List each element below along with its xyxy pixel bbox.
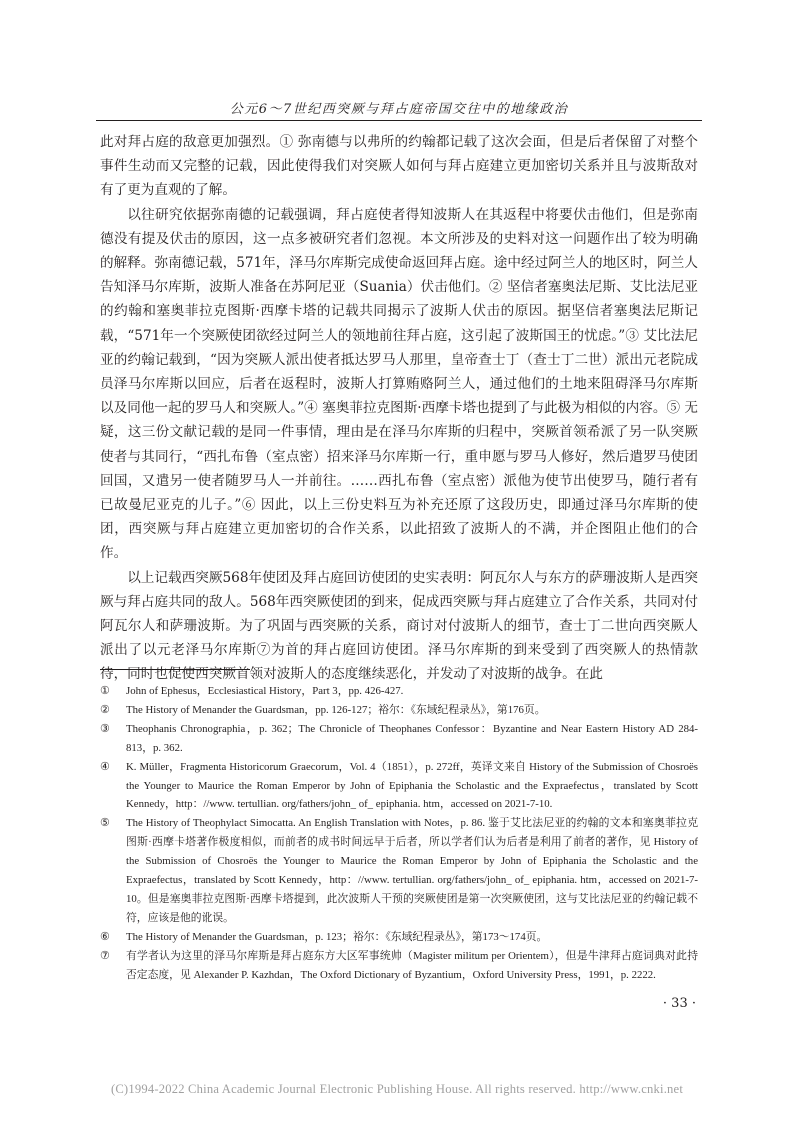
footnote-marker: ⑦	[100, 949, 110, 962]
footnote-text: K. Müller，Fragmenta Historicorum Graecorum，Vol. 4（1851），p. 272ff，英译文来自 History of the Submission of Chosroës the Younger to Maurice the Roman Emperor by John of Epiphania the Scholastic and the Expraefectus，translated by Scott Kennedy，http：//www. tertullian. org/fathers/john_ of_ epiphania. htm，accessed on 2021-7-10.	[126, 760, 698, 811]
footnote-text: The History of Menander the Guardsman，pp. 126-127；裕尔：《东域纪程录丛》，第176页。	[126, 703, 546, 716]
footnotes	[100, 682, 698, 985]
paragraph: 此对拜占庭的敌意更加强烈。① 弥南德与以弗所的约翰都记载了这次会面，但是后者保留了对整个事件生动而又完整的记载，因此使得我们对突厥人如何与拜占庭建立更加密切关系并且与波斯敌对有了更为直观的了解。	[100, 134, 698, 199]
footnote-text: 有学者认为这里的泽马尔库斯是拜占庭东方大区军事统帅（Magister militum per Orientem），但是牛津拜占庭词典对此持否定态度，见 Alexander P. Kazhdan，The Oxford Dictionary of Byzantium，Oxford University Press，1991，p. 2222.	[126, 949, 698, 981]
footnote-text: Theophanis Chronographia，p. 362；The Chronicle of Theophanes Confessor：Byzantine and Near Eastern History AD 284-813，p. 362.	[126, 722, 698, 754]
footnote	[100, 701, 698, 720]
copyright-line: (C)1994-2022 China Academic Journal Electronic Publishing House. All rights reserved. http://www.cnki.net	[110, 1082, 684, 1096]
footnote-text: John of Ephesus，Ecclesiastical History，Part 3，pp. 426-427.	[126, 685, 404, 697]
running-header: 公元6～7世纪西突厥与拜占庭帝国交往中的地缘政治	[229, 102, 569, 117]
paragraph: 以上记载西突厥568年使团及拜占庭回访使团的史实表明：阿瓦尔人与东方的萨珊波斯人是西突厥与拜占庭共同的敌人。568年西突厥使团的到来，促成西突厥与拜占庭建立了合作关系，共同对付阿瓦尔人和萨珊波斯。为了巩固与西突厥的关系，商讨对付波斯人的细节，查士丁二世向西突厥人派出了以元老泽马尔库斯⑦为首的拜占庭回访使团。泽马尔库斯的到来受到了西突厥人的热情款待，同时也促使西突厥首领对波斯人的态度继续恶化，并发动了对波斯的战争。在此	[100, 569, 698, 683]
footnote-marker: ②	[100, 703, 110, 716]
footnote	[100, 758, 698, 815]
header-rule	[96, 120, 702, 121]
footnote-marker: ④	[100, 760, 110, 773]
footnote	[100, 720, 698, 758]
paragraph: 以往研究依据弥南德的记载强调，拜占庭使者得知波斯人在其返程中将要伏击他们，但是弥南德没有提及伏击的原因，这一点多被研究者们忽视。本文所涉及的史料对这一问题作出了较为明确的解释。弥南德记载，571年，泽马尔库斯完成使命返回拜占庭。途中经过阿兰人的地区时，阿兰人告知泽马尔库斯，波斯人准备在苏阿尼亚（Suania）伏击他们。② 坚信者塞奥法尼斯、艾比法尼亚的约翰和塞奥菲拉克图斯·西摩卡塔的记载共同揭示了波斯人伏击的原因。据坚信者塞奥法尼斯记载，“571年一个突厥使团欲经过阿兰人的领地前往拜占庭，这引起了波斯国王的忧虑。”③ 艾比法尼亚的约翰记载到，“因为突厥人派出使者抵达罗马人那里，皇帝查士丁（查士丁二世）派出元老院成员泽马尔库斯以回应，后者在返程时，波斯人打算贿赂阿兰人，通过他们的土地来阻碍泽马尔库斯以及同他一起的罗马人和突厥人。”④ 塞奥菲拉克图斯·西摩卡塔也提到了与此极为相似的内容。⑤ 无疑，这三份文献记载的是同一件事情，理由是在泽马尔库斯的归程中，突厥首领希派了另一队突厥使者与其同行，“西扎布鲁（室点密）招来泽马尔库斯一行，重申愿与罗马人修好，然后遣罗马使团回国，又遣另一使者随罗马人一并前往。……西扎布鲁（室点密）派他为使节出使罗马，随行者有已故曼尼亚克的儿子。”⑥ 因此，以上三份史料互为补充还原了这段历史，即通过泽马尔库斯的使团，西突厥与拜占庭建立更加密切的合作关系，以此招致了波斯人的不满，并企图阻止他们的合作。	[100, 206, 698, 562]
footnote	[100, 682, 698, 701]
footnote-marker: ⑤	[100, 817, 110, 830]
footnote-rule	[100, 669, 250, 670]
footnote-marker: ⑥	[100, 930, 110, 943]
footnote	[100, 947, 698, 985]
footnote	[100, 814, 698, 927]
footnote-text: The History of Menander the Guardsman，p. 123；裕尔：《东域纪程录丛》，第173～174页。	[126, 930, 548, 943]
footnote-text: The History of Theophylact Simocatta. An English Translation with Notes，p. 86. 鉴于艾比法尼亚的约翰的文本和塞奥菲拉克图斯·西摩卡塔著作极度相似，而前者的成书时间远早于后者，所以学者们认为后者是利用了前者的著作，见 History of the Submission of Chosroës the Younger to Maurice the Roman Emperor by John of Epiphania the Scholastic and the Expraefectus，translated by Scott Kennedy，http：//www. tertullian. org/fathers/john_ of_ epiphania. htm，accessed on 2021-7-10。但是塞奥菲拉克图斯·西摩卡塔提到，此次波斯人干预的突厥使团是第一次突厥使团，这与艾比法尼亚的约翰记载不符，应该是他的讹误。	[126, 817, 698, 924]
page-number: · 33 ·	[662, 996, 696, 1011]
footnote-marker: ③	[100, 722, 110, 735]
body-text	[100, 130, 698, 687]
footnote	[100, 928, 698, 947]
footnote-marker: ①	[100, 685, 110, 697]
